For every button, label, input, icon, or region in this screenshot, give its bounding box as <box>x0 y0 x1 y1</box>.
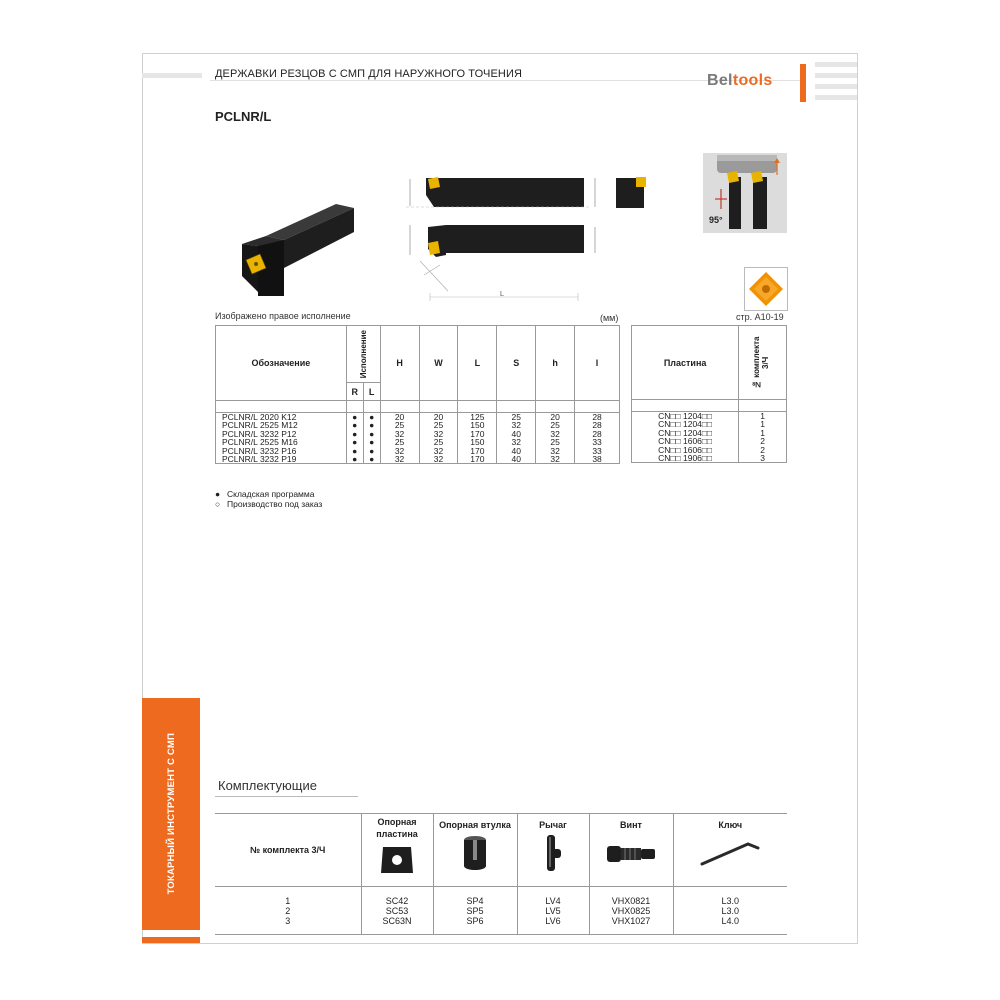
spec-caption: Изображено правое исполнение <box>215 311 351 321</box>
col-S: S <box>497 326 536 401</box>
header-stripe <box>815 84 857 89</box>
comp-col-key: Ключ <box>673 814 787 886</box>
components-title: Комплектующие <box>218 778 317 793</box>
brand-logo: Beltools <box>707 72 773 89</box>
comp-col-kit: № комплекта 3/Ч <box>250 844 326 855</box>
comp-col-screw: Винт <box>589 814 673 886</box>
spec-unit: (мм) <box>600 313 619 323</box>
dim-L-label: L <box>500 291 504 298</box>
table-cell: PCLNR/L 3232 P16 <box>222 445 297 456</box>
page-border-bottom <box>142 943 858 944</box>
col-H: H <box>380 326 419 401</box>
hex-key-icon <box>674 830 788 876</box>
table-row: 3 SC63N SP6 LV6 VHX1027 L4.0 <box>215 916 787 926</box>
table-cell: PCLNR/L 2525 M16 <box>222 437 298 448</box>
S-cells: 25 32 40 32 40 40 <box>497 413 536 464</box>
designation-cells <box>216 413 347 464</box>
col-kit: № комплекта 3/Ч <box>739 326 787 400</box>
insert-table <box>631 325 787 463</box>
brand-accent-bar <box>800 64 806 102</box>
section-sidebar <box>142 698 200 930</box>
insert-thumbnail <box>744 267 788 311</box>
application-photo <box>703 153 787 233</box>
header-stripe <box>815 62 857 67</box>
angle-label: 95° <box>709 215 723 225</box>
table-cell: PCLNR/L 3232 P12 <box>222 428 297 439</box>
table-cell: PCLNR/L 2525 M12 <box>222 420 298 431</box>
header-stripe <box>815 95 857 100</box>
insert-page-ref: стр. A10-19 <box>736 312 784 322</box>
col-execution: Исполнение <box>346 326 380 383</box>
page-border-top <box>142 53 858 54</box>
components-title-rule <box>215 796 358 797</box>
col-W: W <box>419 326 458 401</box>
sidebar-footer-tab <box>142 937 200 943</box>
col-R: R <box>346 383 363 401</box>
L-cells: 125 150 170 150 170 170 <box>458 413 497 464</box>
R-cells: ● ● ● ● ● ● <box>346 413 363 464</box>
section-title: ДЕРЖАВКИ РЕЗЦОВ С СМП ДЛЯ НАРУЖНОГО ТОЧЕНИЯ <box>215 68 523 80</box>
legend-stock: ● Складская программа <box>215 489 315 499</box>
table-cell: PCLNR/L 2020 K12 <box>222 412 297 422</box>
header-stripe <box>815 73 857 78</box>
support-plate-icon <box>362 840 433 880</box>
model-title: PCLNR/L <box>215 109 272 124</box>
table-cell: PCLNR/L 3232 P19 <box>222 453 297 464</box>
h-cells: 20 25 32 25 32 32 <box>536 413 575 464</box>
col-l: l <box>575 326 620 401</box>
technical-drawing <box>400 165 660 305</box>
screw-icon <box>590 830 673 876</box>
col-insert: Пластина <box>632 326 739 400</box>
L-exec-cells: ● ● ● ● ● ● <box>363 413 380 464</box>
col-L-exec: L <box>363 383 380 401</box>
tool-holder-illustration <box>236 196 360 300</box>
comp-col-lever: Рычаг <box>517 814 589 886</box>
legend-order: ○ Производство под заказ <box>215 499 323 509</box>
H-cells: 20 25 32 25 32 32 <box>380 413 419 464</box>
page-border-right <box>857 53 858 943</box>
comp-col-sleeve: Опорная втулка <box>433 814 517 886</box>
insert-cells: CN□□ 1204□□ CN□□ 1204□□ CN□□ 1204□□ CN□□ 1606□□ CN□□ 1606□□ CN□□ 1906□□ <box>632 412 739 463</box>
support-sleeve-icon <box>434 830 517 876</box>
comp-col-plate: Опорная пластина <box>361 814 433 886</box>
spec-table <box>215 325 620 464</box>
col-h: h <box>536 326 575 401</box>
col-designation: Обозначение <box>216 326 347 401</box>
W-cells: 20 25 32 25 32 32 <box>419 413 458 464</box>
components-table <box>215 814 787 935</box>
col-L: L <box>458 326 497 401</box>
sidebar-label: ТОКАРНЫЙ ИНСТРУМЕНТ С СМП <box>165 733 177 895</box>
kit-cells: 1 1 1 2 2 3 <box>739 412 787 463</box>
l-cells: 28 28 28 33 33 38 <box>575 413 620 464</box>
header-stripe <box>142 73 202 78</box>
lever-icon <box>518 830 589 876</box>
table-row: 1 SC42 SP4 LV4 VHX0821 L3.0 <box>215 896 787 906</box>
table-row: 2 SC53 SP5 LV5 VHX0825 L3.0 <box>215 906 787 916</box>
